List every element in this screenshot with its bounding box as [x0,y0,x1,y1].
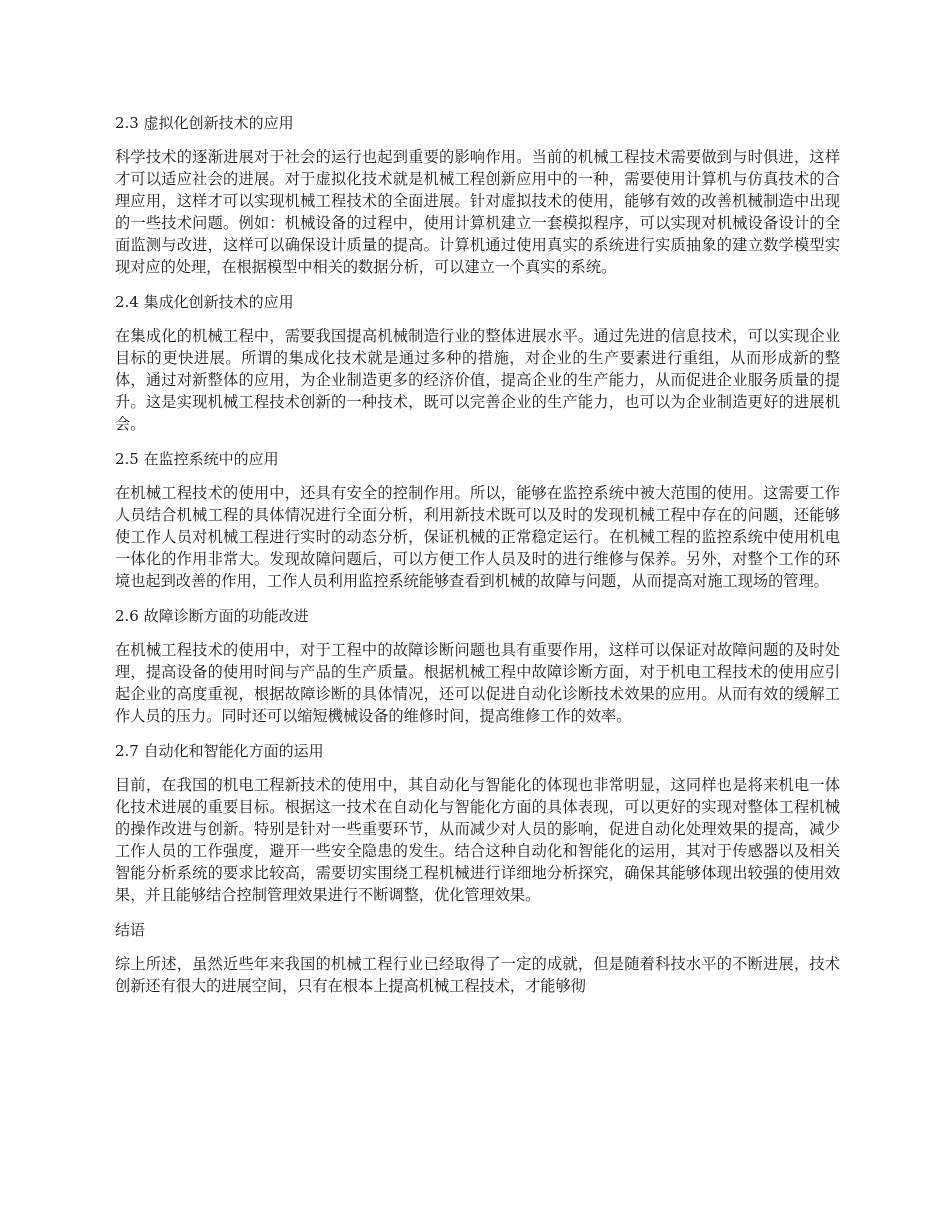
section-heading: 结语 [115,921,146,939]
section-heading: 2.5 在监控系统中的应用 [115,450,279,468]
document-page [115,112,840,1010]
section-conclusion [115,919,840,997]
section-heading: 2.6 故障诊断方面的功能改进 [115,607,309,625]
section-2-6 [115,605,840,727]
section-paragraph: 在集成化的机械工程中，需要我国提高机械制造行业的整体进展水平。通过先进的信息技术，可以实现企业目标的更快进展。所谓的集成化技术就是通过多种的措施，对企业的生产要素进行重组，从而形成新的整体，通过对新整体的应用，为企业制造更多的经济价值，提高企业的生产能力，从而促进企业服务质量的提升。这是实现机械工程技术创新的一种技术，既可以完善企业的生产能力，也可以为企业制造更好的进展机会。 [115,327,840,433]
section-2-4 [115,291,840,435]
section-heading: 2.3 虚拟化创新技术的应用 [115,114,294,132]
section-heading: 2.4 集成化创新技术的应用 [115,293,294,311]
section-paragraph: 在机械工程技术的使用中，对于工程中的故障诊断问题也具有重要作用，这样可以保证对故障问题的及时处理，提高设备的使用时间与产品的生产质量。根据机械工程中故障诊断方面，对于机电工程技术的使用应引起企业的高度重视，根据故障诊断的具体情况，还可以促进自动化诊断技术效果的应用。从而有效的缓解工作人员的压力。同时还可以缩短機械设备的维修时间，提高维修工作的效率。 [115,641,840,725]
section-paragraph: 科学技术的逐渐进展对于社会的运行也起到重要的影响作用。当前的机械工程技术需要做到与时俱进，这样才可以适应社会的进展。对于虚拟化技术就是机械工程创新应用中的一种，需要使用计算机与仿真技术的合理应用，这样才可以实现机械工程技术的全面进展。针对虚拟技术的使用，能够有效的改善机械制造中出现的一些技术问题。例如：机械设备的过程中，使用计算机建立一套模拟程序，可以实现对机械设备设计的全面监测与改进，这样可以确保设计质量的提高。计算机通过使用真实的系统进行实质抽象的建立数学模型实现对应的处理，在根据模型中相关的数据分析，可以建立一个真实的系统。 [115,148,840,276]
section-2-5 [115,448,840,592]
section-paragraph: 在机械工程技术的使用中，还具有安全的控制作用。所以，能够在监控系统中被大范围的使用。这需要工作人员结合机械工程的具体情况进行全面分析，利用新技术既可以及时的发现机械工程中存在的问题，还能够使工作人员对机械工程进行实时的动态分析，保证机械的正常稳定运行。在机械工程的监控系统中使用机电一体化的作用非常大。发现故障问题后，可以方便工作人员及时的进行维修与保养。另外，对整个工作的环境也起到改善的作用，工作人员利用监控系统能够查看到机械的故障与问题，从而提高对施工现场的管理。 [115,484,840,590]
section-2-7 [115,740,840,906]
section-2-3 [115,112,840,278]
section-paragraph: 综上所述，虽然近些年来我国的机械工程行业已经取得了一定的成就，但是随着科技水平的不断进展，技术创新还有很大的进展空间，只有在根本上提高机械工程技术，才能够彻 [115,955,840,995]
section-heading: 2.7 自动化和智能化方面的运用 [115,742,324,760]
section-paragraph: 目前，在我国的机电工程新技术的使用中，其自动化与智能化的体现也非常明显，这同样也是将来机电一体化技术进展的重要目标。根据这一技术在自动化与智能化方面的具体表现，可以更好的实现对整体工程机械的操作改进与创新。特别是针对一些重要环节，从而减少对人员的影响，促进自动化处理效果的提高，减少工作人员的工作强度，避开一些安全隐患的发生。结合这种自动化和智能化的运用，其对于传感器以及相关智能分析系统的要求比较高，需要切实围绕工程机械进行详细地分析探究，确保其能够体现出较强的使用效果，并且能够结合控制管理效果进行不断调整，优化管理效果。 [115,776,840,904]
